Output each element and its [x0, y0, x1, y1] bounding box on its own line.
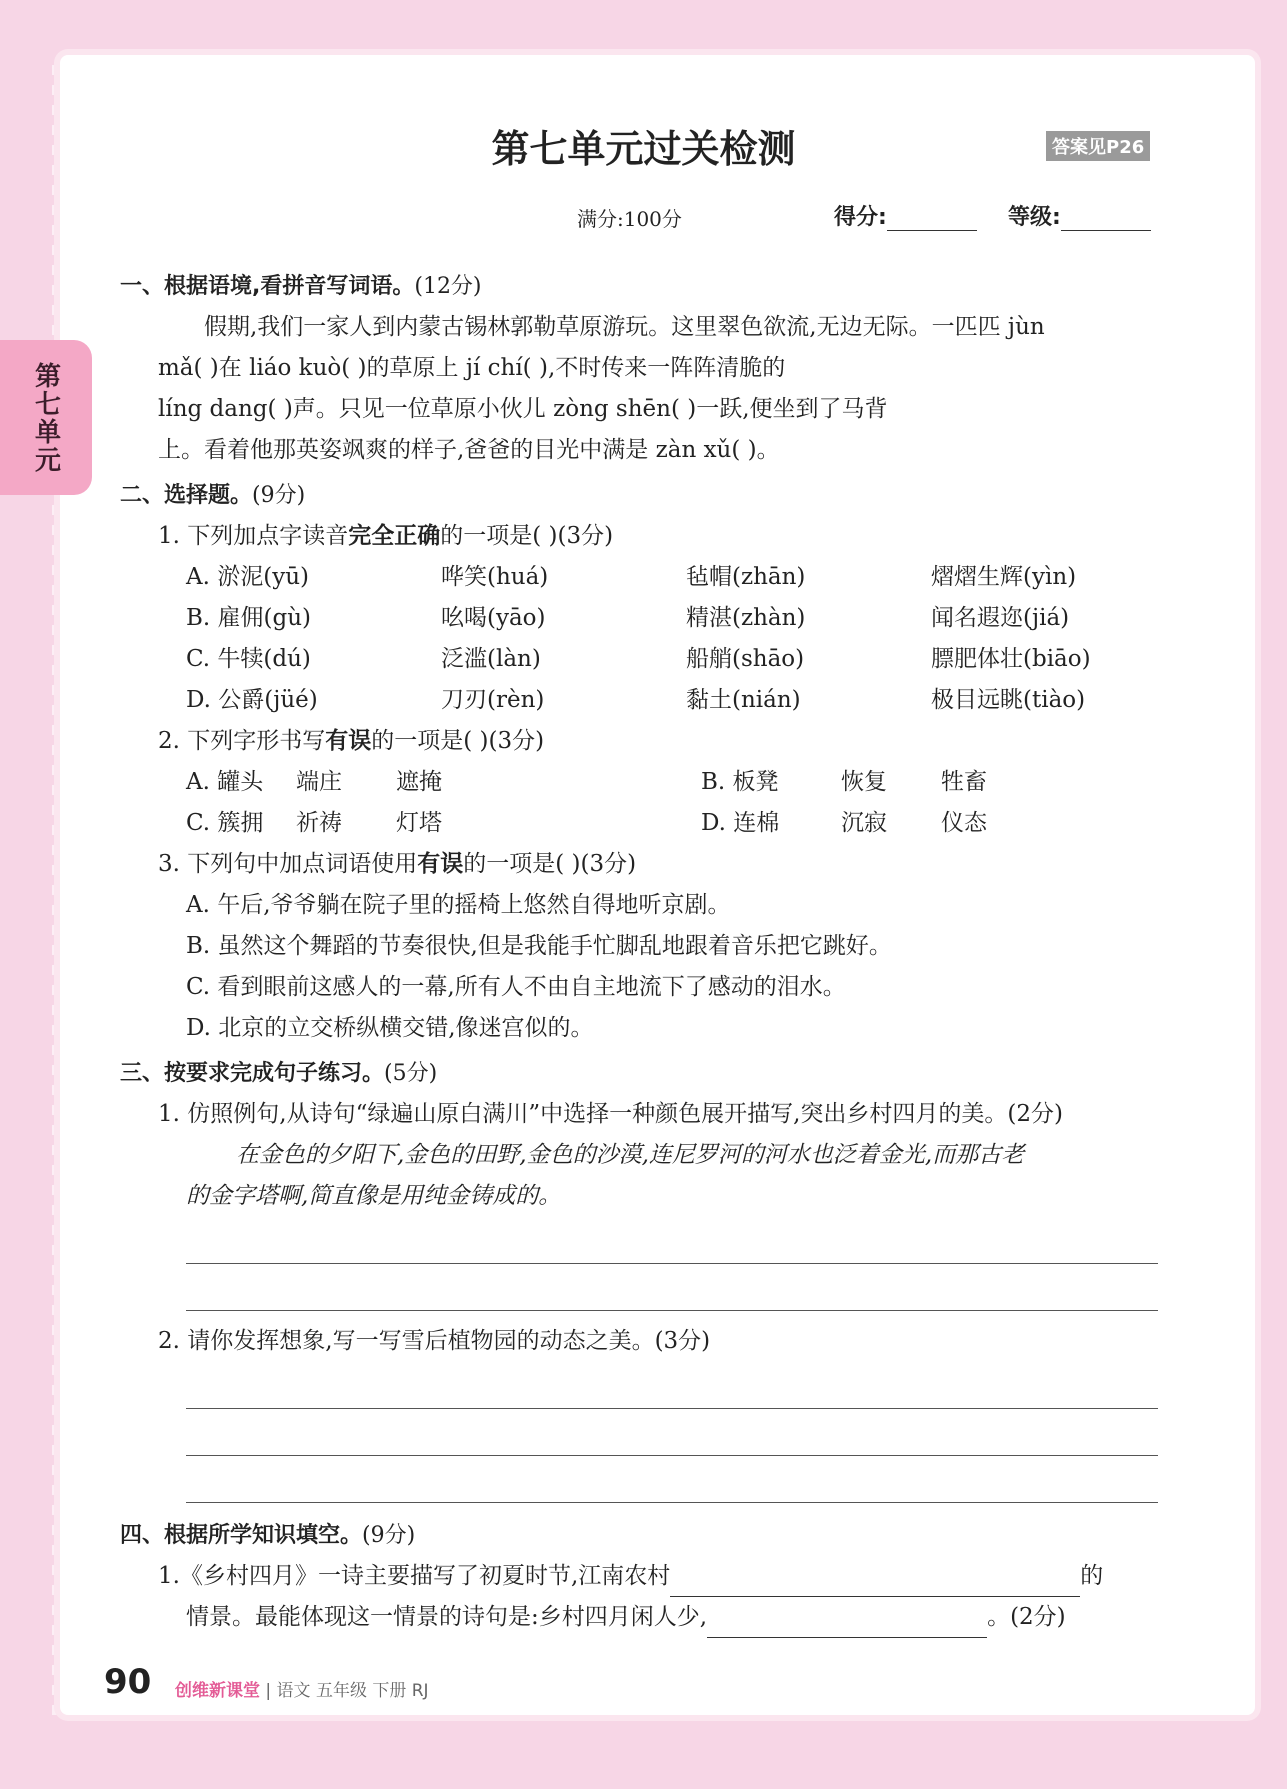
option-cell: 恢复	[841, 769, 887, 795]
section-1-points: (12分)	[414, 274, 482, 299]
section-3-heading	[120, 1053, 1160, 1094]
option-cell[interactable]: B. 雇佣(gù)	[186, 605, 312, 631]
answer-reference-badge: 答案见P26	[1046, 131, 1150, 161]
option-cell: 仪态	[941, 810, 987, 836]
question-2-3-option-c[interactable]: C. 看到眼前这感人的一幕,所有人不由自主地流下了感动的泪水。	[186, 974, 846, 1000]
unit-side-tab-label: 第七单元	[30, 361, 61, 474]
stem-emphasis: 有误	[325, 728, 372, 754]
section-4-title: 四、根据所学知识填空。	[120, 1523, 363, 1548]
option-cell: 端庄	[296, 769, 342, 795]
question-2-3-option-b[interactable]: B. 虽然这个舞蹈的节奏很快,但是我能手忙脚乱地跟着音乐把它跳好。	[186, 933, 892, 959]
score-field	[834, 200, 977, 231]
stem-text: 的一项是( )(3分)	[440, 523, 614, 549]
section-1-title: 一、根据语境,看拼音写词语。	[120, 274, 415, 299]
question-text: 的	[1080, 1563, 1104, 1589]
stem-text: 3. 下列句中加点词语使用	[158, 851, 418, 877]
unit-side-tab	[0, 340, 92, 495]
section-3-points: (5分)	[384, 1061, 438, 1086]
answer-line[interactable]	[186, 1362, 1158, 1409]
example-line-2: 的金字塔啊,简直像是用纯金铸成的。	[186, 1183, 562, 1209]
stem-text: 的一项是( )(3分)	[463, 851, 637, 877]
option-cell: 牲畜	[941, 769, 987, 795]
section-4-heading	[120, 1515, 1160, 1556]
question-2-2-stem	[120, 721, 1160, 762]
stem-text: 1. 下列加点字读音	[158, 523, 349, 549]
option-cell[interactable]: D. 连棉	[701, 810, 780, 836]
grade-field	[1008, 200, 1151, 231]
option-cell: 灯塔	[396, 810, 442, 836]
option-cell: 泛滥(làn)	[441, 646, 541, 672]
stem-emphasis: 有误	[417, 851, 464, 877]
section-1-line-4: 上。看着他那英姿飒爽的样子,爸爸的目光中满是 zàn xǔ( )。	[158, 437, 780, 463]
example-line-1: 在金色的夕阳下,金色的田野,金色的沙漠,连尼罗河的河水也泛着金光,而那古老	[236, 1142, 1025, 1168]
option-cell: 遮掩	[396, 769, 442, 795]
worksheet-content	[120, 262, 1160, 1638]
question-text: 情景。最能体现这一情景的诗句是:乡村四月闲人少,	[186, 1604, 708, 1630]
option-cell: 黏土(nián)	[686, 687, 801, 713]
question-text: 1.《乡村四月》一诗主要描写了初夏时节,江南农村	[158, 1563, 671, 1589]
option-cell[interactable]: A. 淤泥(yū)	[186, 564, 309, 590]
question-3-2: 2. 请你发挥想象,写一写雪后植物园的动态之美。(3分)	[158, 1328, 711, 1354]
stem-text: 的一项是( )(3分)	[371, 728, 545, 754]
grade-label: 等级:	[1008, 205, 1061, 230]
answer-line[interactable]	[186, 1264, 1158, 1311]
question-4-1-line-1	[120, 1556, 1160, 1597]
question-2-3-option-d[interactable]: D. 北京的立交桥纵横交错,像迷宫似的。	[186, 1015, 594, 1041]
score-label: 得分:	[834, 205, 887, 230]
option-cell[interactable]: A. 罐头	[186, 769, 264, 795]
fill-blank[interactable]	[707, 1607, 987, 1638]
page-number: 90	[104, 1662, 152, 1702]
section-2-heading	[120, 475, 1160, 516]
option-cell: 膘肥体壮(biāo)	[931, 646, 1091, 672]
answer-line[interactable]	[186, 1409, 1158, 1456]
answer-line[interactable]	[186, 1456, 1158, 1503]
grade-blank[interactable]	[1061, 230, 1151, 231]
option-cell: 吆喝(yāo)	[441, 605, 546, 631]
option-cell: 精湛(zhàn)	[686, 605, 806, 631]
question-2-3-option-a[interactable]: A. 午后,爷爷躺在院子里的摇椅上悠然自得地听京剧。	[186, 892, 731, 918]
section-3-title: 三、按要求完成句子练习。	[120, 1061, 385, 1086]
fill-blank[interactable]	[670, 1566, 1080, 1597]
question-2-1-options	[120, 557, 1160, 721]
section-1-line-1: 假期,我们一家人到内蒙古锡林郭勒草原游玩。这里翠色欲流,无边无际。一匹匹 jùn	[204, 314, 1045, 340]
question-3-1: 1. 仿照例句,从诗句“绿遍山原白满川”中选择一种颜色展开描写,突出乡村四月的美。(2分)	[158, 1101, 1063, 1127]
section-1-line-3: líng dang( )声。只见一位草原小伙儿 zòng shēn( )一跃,便坐到了马背	[158, 396, 888, 422]
page-title: 第七单元过关检测	[491, 127, 796, 171]
question-4-1-line-2	[120, 1597, 1160, 1638]
stem-text: 2. 下列字形书写	[158, 728, 326, 754]
stem-emphasis: 完全正确	[348, 523, 441, 549]
brand-name: 创维新课堂	[175, 1681, 260, 1701]
option-cell: 熠熠生辉(yìn)	[931, 564, 1077, 590]
option-cell[interactable]: D. 公爵(jüé)	[186, 687, 318, 713]
question-2-1-stem	[120, 516, 1160, 557]
option-cell: 船艄(shāo)	[686, 646, 805, 672]
option-cell: 刀刃(rèn)	[441, 687, 545, 713]
section-2-points: (9分)	[252, 483, 306, 508]
question-text: 。(2分)	[987, 1604, 1066, 1630]
option-cell[interactable]: B. 板凳	[701, 769, 779, 795]
question-2-2-options	[120, 762, 1160, 844]
question-2-3-stem	[120, 844, 1160, 885]
full-score: 满分:100分	[577, 207, 682, 231]
footer-brand	[175, 1676, 429, 1701]
book-info: | 语文 五年级 下册 RJ	[265, 1681, 429, 1701]
section-1-line-2: mǎ( )在 liáo kuò( )的草原上 jí chí( ),不时传来一阵阵清脆的	[158, 355, 786, 381]
option-cell: 哗笑(huá)	[441, 564, 549, 590]
option-cell[interactable]: C. 牛犊(dú)	[186, 646, 311, 672]
option-cell[interactable]: C. 簇拥	[186, 810, 264, 836]
score-blank[interactable]	[887, 230, 977, 231]
section-2-title: 二、选择题。	[120, 483, 253, 508]
option-cell: 极目远眺(tiào)	[931, 687, 1086, 713]
option-cell: 祈祷	[296, 810, 342, 836]
answer-line[interactable]	[186, 1217, 1158, 1264]
section-1-heading	[120, 266, 1160, 307]
option-cell: 沉寂	[841, 810, 887, 836]
option-cell: 毡帽(zhān)	[686, 564, 806, 590]
option-cell: 闻名遐迩(jiá)	[931, 605, 1070, 631]
example-sentence	[120, 1135, 1160, 1217]
section-4-points: (9分)	[362, 1523, 416, 1548]
